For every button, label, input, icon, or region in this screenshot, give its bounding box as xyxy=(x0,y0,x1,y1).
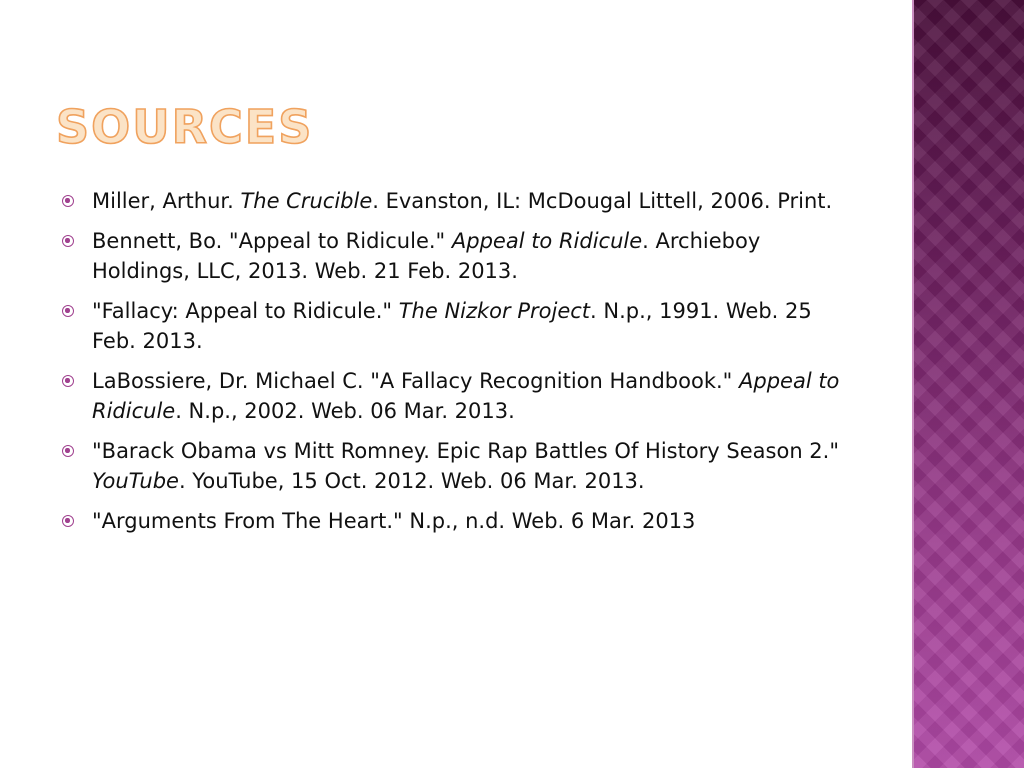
source-text: . N.p., 1991. Web. 25 Feb. 2013. xyxy=(92,299,812,353)
source-italic-title: Appeal to Ridicule xyxy=(451,229,643,253)
source-italic-title: The Nizkor Project xyxy=(398,299,591,323)
source-text: . N.p., 2002. Web. 06 Mar. 2013. xyxy=(175,399,515,423)
circle-bullet-icon xyxy=(62,195,74,207)
source-text: "Barack Obama vs Mitt Romney. Epic Rap Battles Of History Season 2." xyxy=(92,439,839,463)
source-text: Bennett, Bo. "Appeal to Ridicule." xyxy=(92,229,452,253)
source-item xyxy=(62,226,842,286)
source-text: Miller, Arthur. xyxy=(92,189,241,213)
circle-bullet-icon xyxy=(62,235,74,247)
source-text: "Arguments From The Heart." N.p., n.d. Web. 6 Mar. 2013 xyxy=(92,509,696,533)
source-italic-title: The Crucible xyxy=(240,189,373,213)
source-italic-title: YouTube xyxy=(92,469,179,493)
source-item xyxy=(62,436,842,496)
source-text: LaBossiere, Dr. Michael C. "A Fallacy Recognition Handbook." xyxy=(92,369,739,393)
circle-bullet-icon xyxy=(62,305,74,317)
circle-bullet-icon xyxy=(62,515,74,527)
decorative-side-band xyxy=(912,0,1024,768)
source-text: . Evanston, IL: McDougal Littell, 2006. Print. xyxy=(372,189,833,213)
source-item xyxy=(62,506,842,536)
source-text: . Archieboy Holdings, LLC, 2013. Web. 21 Feb. 2013. xyxy=(92,229,761,283)
source-item xyxy=(62,366,842,426)
circle-bullet-icon xyxy=(62,375,74,387)
slide-title: SOURCES xyxy=(56,100,314,154)
circle-bullet-icon xyxy=(62,445,74,457)
source-item xyxy=(62,296,842,356)
source-text: . YouTube, 15 Oct. 2012. Web. 06 Mar. 2013. xyxy=(178,469,645,493)
source-item xyxy=(62,186,842,216)
source-italic-title: Appeal to Ridicule xyxy=(92,369,840,423)
source-text: "Fallacy: Appeal to Ridicule." xyxy=(92,299,399,323)
sources-list xyxy=(62,186,842,546)
